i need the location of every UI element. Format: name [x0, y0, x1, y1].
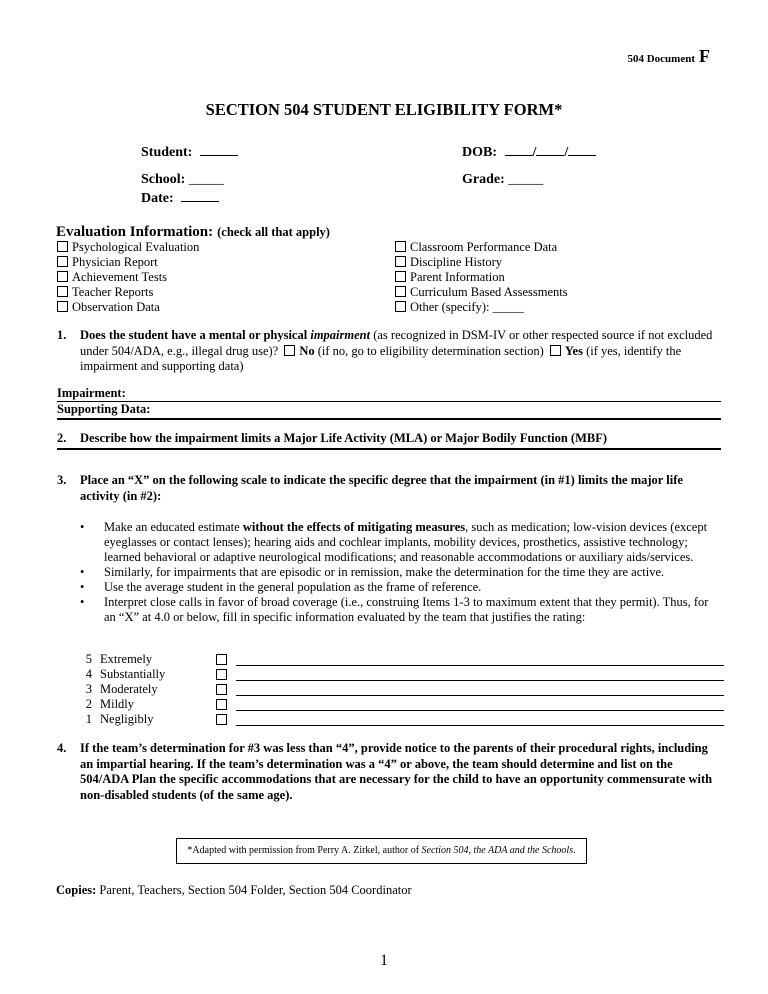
guideline-emphasis: without the effects of mitigating measures — [242, 520, 466, 534]
yes-note: (if yes, identify the impairment and supporting data) — [80, 343, 682, 373]
checkbox[interactable] — [395, 286, 406, 297]
scale-number: 3 — [85, 682, 92, 696]
evaluation-right-list — [395, 240, 568, 315]
dob-field — [462, 143, 596, 161]
evaluation-item — [395, 300, 568, 315]
scale-row-2 — [80, 697, 730, 712]
scale-justification-line[interactable] — [236, 665, 724, 666]
guideline-text: Use the average student in the general population as the frame of reference. — [104, 580, 482, 594]
form-title: SECTION 504 STUDENT ELIGIBILITY FORM* — [205, 100, 563, 119]
evaluation-item-label: Curriculum Based Assessments — [410, 285, 568, 299]
scale-row-4 — [80, 667, 730, 682]
dob-month-input[interactable] — [505, 143, 533, 156]
impairment-label: Impairment: — [57, 386, 126, 400]
checkbox[interactable] — [395, 241, 406, 252]
scale-justification-line[interactable] — [236, 695, 724, 696]
question-1 — [80, 328, 720, 375]
document-label — [560, 46, 710, 67]
scale-number: 1 — [85, 712, 92, 726]
scale-row-5 — [80, 652, 730, 667]
scale-label: Extremely — [100, 652, 153, 666]
scale-number: 2 — [85, 697, 92, 711]
scale-checkbox[interactable] — [216, 654, 227, 665]
supporting-data-rule — [57, 418, 721, 420]
question-3-text: Place an “X” on the following scale to indicate the specific degree that the impairment (in #1) limits the major life activity (in #2): — [80, 473, 683, 503]
scale-row-3 — [80, 682, 730, 697]
scale-checkbox[interactable] — [216, 714, 227, 725]
guideline-item — [80, 580, 720, 595]
supporting-data-label: Supporting Data: — [57, 402, 151, 416]
evaluation-item-label: Parent Information — [410, 270, 505, 284]
evaluation-item-label: Physician Report — [72, 255, 158, 269]
evaluation-item-label: Achievement Tests — [72, 270, 168, 284]
checkbox[interactable] — [395, 271, 406, 282]
checkbox[interactable] — [395, 301, 406, 312]
scale-number: 5 — [85, 652, 92, 666]
school-input[interactable]: _____ — [188, 172, 224, 187]
evaluation-item-label: Other (specify): _____ — [410, 300, 524, 314]
question-1-number: 1. — [57, 328, 67, 342]
guideline-item — [80, 520, 720, 565]
no-note: (if no, go to eligibility determination section) — [314, 343, 544, 358]
scale-label: Substantially — [100, 667, 166, 681]
evaluation-item-label: Discipline History — [410, 255, 503, 269]
no-label: No — [299, 343, 315, 358]
page-number: 1 — [380, 952, 388, 969]
guideline-text: Similarly, for impairments that are episodic or in remission, make the determination for the time they are active. — [104, 565, 665, 579]
scale-justification-line[interactable] — [236, 725, 724, 726]
footnote-end: . — [573, 845, 576, 856]
document-label-text: 504 Document — [627, 53, 695, 65]
checkbox[interactable] — [57, 241, 68, 252]
evaluation-item — [57, 285, 199, 300]
dob-separator: / — [532, 145, 537, 160]
evaluation-item — [57, 300, 199, 315]
dob-year-input[interactable] — [568, 143, 596, 156]
scale-checkbox[interactable] — [216, 684, 227, 695]
date-label: Date: — [141, 191, 174, 206]
evaluation-item — [57, 240, 199, 255]
checkbox[interactable] — [57, 256, 68, 267]
evaluation-item-label: Classroom Performance Data — [410, 240, 558, 254]
dob-day-input[interactable] — [536, 143, 564, 156]
copies-label: Copies: — [56, 883, 97, 897]
checkbox[interactable] — [57, 271, 68, 282]
evaluation-heading — [56, 223, 330, 241]
evaluation-item — [395, 240, 568, 255]
student-label: Student: — [141, 145, 193, 160]
evaluation-item — [395, 285, 568, 300]
evaluation-item — [395, 270, 568, 285]
impairment-rule — [57, 401, 721, 402]
school-label: School: — [141, 172, 186, 187]
scale-label: Moderately — [100, 682, 158, 696]
checkbox[interactable] — [57, 286, 68, 297]
question-1-impairment-word: impairment — [310, 328, 371, 342]
guideline-text: , such as medication; low-vision devices (except eyeglasses or contact lenses); hearing aids and cochlear implants, mobility devices, prosthetics, assistive technology; learned behavioral or adaptive neurological modifications; and reasonable accommodations or auxiliary aids/services. — [104, 520, 708, 564]
scale-checkbox[interactable] — [216, 699, 227, 710]
checkbox[interactable] — [395, 256, 406, 267]
yes-checkbox[interactable] — [550, 345, 561, 356]
grade-field — [462, 172, 543, 188]
footnote-source-title: Section 504, the ADA and the Schools — [421, 845, 574, 856]
question-3-guidelines — [80, 520, 720, 625]
document-letter: F — [699, 46, 710, 66]
student-field — [141, 143, 238, 161]
scale-label: Negligibly — [100, 712, 154, 726]
date-field — [141, 189, 219, 207]
guideline-item — [80, 565, 720, 580]
yes-label: Yes — [564, 343, 583, 358]
question-4-number: 4. — [57, 741, 67, 755]
question-2-text: Describe how the impairment limits a Major Life Activity (MLA) or Major Bodily Function (MBF) — [80, 431, 608, 445]
question-3-number: 3. — [57, 473, 67, 487]
evaluation-left-list — [57, 240, 199, 315]
scale-justification-line[interactable] — [236, 710, 724, 711]
footnote-text: *Adapted with permission from Perry A. Zirkel, author of — [187, 845, 422, 856]
date-input[interactable] — [181, 189, 219, 202]
evaluation-item — [57, 270, 199, 285]
evaluation-item-label: Teacher Reports — [72, 285, 154, 299]
scale-row-1 — [80, 712, 730, 727]
scale-label: Mildly — [100, 697, 135, 711]
evaluation-subheading: (check all that apply) — [217, 225, 330, 239]
grade-label: Grade: — [462, 172, 505, 187]
evaluation-item — [57, 255, 199, 270]
question-1-parenthetical: (as recognized in DSM-IV or other respected source if not excluded under 504/ADA, e.g., illegal drug use)? — [80, 328, 713, 358]
rating-scale — [80, 652, 730, 732]
question-2-number: 2. — [57, 431, 67, 445]
scale-number: 4 — [85, 667, 92, 681]
school-field — [141, 172, 224, 188]
guideline-item — [80, 595, 720, 625]
grade-input[interactable]: _____ — [508, 172, 544, 187]
question-1-text: Does the student have a mental or physical — [80, 328, 311, 342]
evaluation-item-label: Observation Data — [72, 300, 160, 314]
guideline-text: Make an educated estimate — [104, 520, 243, 534]
checkbox[interactable] — [57, 301, 68, 312]
copies-line — [56, 883, 412, 898]
copies-recipients: Parent, Teachers, Section 504 Folder, Section 504 Coordinator — [96, 883, 412, 897]
footnote-box — [176, 838, 587, 864]
question-2-rule — [57, 448, 721, 450]
guideline-text: Interpret close calls in favor of broad coverage (i.e., construing Items 1-3 to maximum extent that they permit). Thus, for an “X” at 4.0 or below, fill in specific information evaluated by the team that justifies the rating: — [104, 595, 709, 624]
question-4-text: If the team’s determination for #3 was less than “4”, provide notice to the parents of their procedural rights, including an impartial hearing. If the team’s determination was a “4” or above, the team should determine and list on the 504/ADA Plan the specific accommodations that are necessary for the child to have an opportunity commensurate with non-disabled students (of the same age). — [80, 741, 713, 802]
evaluation-heading-text: Evaluation Information: — [56, 224, 214, 240]
evaluation-item — [395, 255, 568, 270]
no-checkbox[interactable] — [284, 345, 295, 356]
dob-separator: / — [564, 145, 569, 160]
evaluation-item-label: Psychological Evaluation — [72, 240, 200, 254]
scale-checkbox[interactable] — [216, 669, 227, 680]
student-input[interactable] — [200, 143, 238, 156]
scale-justification-line[interactable] — [236, 680, 724, 681]
dob-label: DOB: — [462, 145, 497, 160]
